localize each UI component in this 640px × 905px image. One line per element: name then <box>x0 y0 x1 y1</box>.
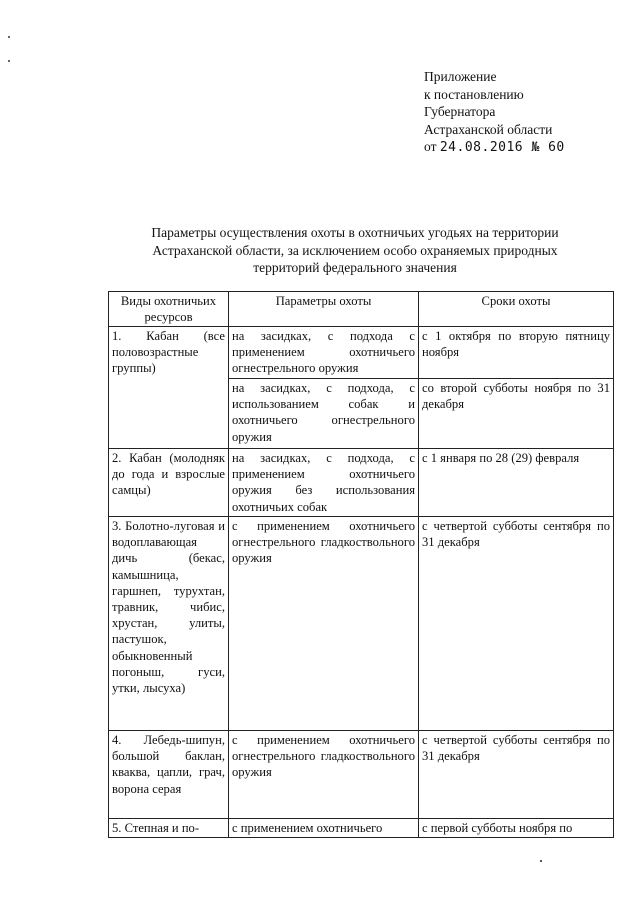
column-header-terms: Сроки охоты <box>419 292 614 327</box>
appendix-date-line <box>424 138 565 157</box>
terms-cell: с первой субботы ноября по <box>419 819 614 838</box>
terms-cell: с четвертой субботы сентября по 31 декабря <box>419 517 614 731</box>
terms-cell: с четвертой субботы сентября по 31 декабря <box>419 731 614 819</box>
params-cell: с применением охотничьего огнестрельного гладкоствольного оружия <box>229 517 419 731</box>
params-cell: на засидках, с подхода, с использованием собак и охотничьего огнестрельного оружия <box>229 379 419 449</box>
title-line: Параметры осуществления охоты в охотничьих угодьях на территории <box>151 225 559 240</box>
params-cell: на засидках, с подхода, с применением охотничьего оружия без использования охотничьих собак <box>229 449 419 517</box>
date-and-number: 24.08.2016 № 60 <box>439 140 565 155</box>
params-cell: с применением охотничьего огнестрельного гладкоствольного оружия <box>229 731 419 819</box>
appendix-header <box>424 68 565 157</box>
document-title <box>110 224 600 277</box>
appendix-line: Приложение <box>424 69 497 84</box>
title-line: Астраханской области, за исключением особо охраняемых природных <box>152 242 558 258</box>
table-row <box>109 327 614 379</box>
terms-cell: со второй субботы ноября по 31 декабря <box>419 379 614 449</box>
table-row <box>109 449 614 517</box>
table-row <box>109 819 614 838</box>
terms-cell: с 1 января по 28 (29) февраля <box>419 449 614 517</box>
scan-speck <box>8 36 10 38</box>
params-cell: на засидках, с подхода с применением охотничьего огнестрельного оружия <box>229 327 419 379</box>
title-line: территорий федерального значения <box>253 260 457 275</box>
column-header-params: Параметры охоты <box>229 292 419 327</box>
scan-speck <box>8 60 10 62</box>
scan-speck <box>540 860 542 862</box>
species-cell: 2. Кабан (молодняк до года и взрослые самцы) <box>109 449 229 517</box>
table-row <box>109 731 614 819</box>
species-cell: 5. Степная и по- <box>109 819 229 838</box>
species-cell: 3. Болотно-луговая и водоплавающая дичь (бекас, камышница, гаршнеп, турухтан, травник, чибис, хрустан, улиты, пастушок, обыкновенный погоныш, гуси, утки, лысуха) <box>109 517 229 731</box>
params-cell: с применением охотничьего <box>229 819 419 838</box>
species-cell: 1. Кабан (все половозрастные группы) <box>109 327 229 449</box>
date-prefix: от <box>424 139 437 154</box>
table-header-row <box>109 292 614 327</box>
terms-cell: с 1 октября по вторую пятницу ноября <box>419 327 614 379</box>
column-header-species: Виды охотничьих ресурсов <box>109 292 229 327</box>
appendix-line: Губернатора <box>424 104 496 119</box>
species-cell: 4. Лебедь-шипун, большой баклан, кваква, цапли, грач, ворона серая <box>109 731 229 819</box>
appendix-line: к постановлению <box>424 86 524 102</box>
appendix-line: Астраханской области <box>424 121 553 137</box>
hunting-parameters-table <box>108 291 614 838</box>
table-row <box>109 517 614 731</box>
